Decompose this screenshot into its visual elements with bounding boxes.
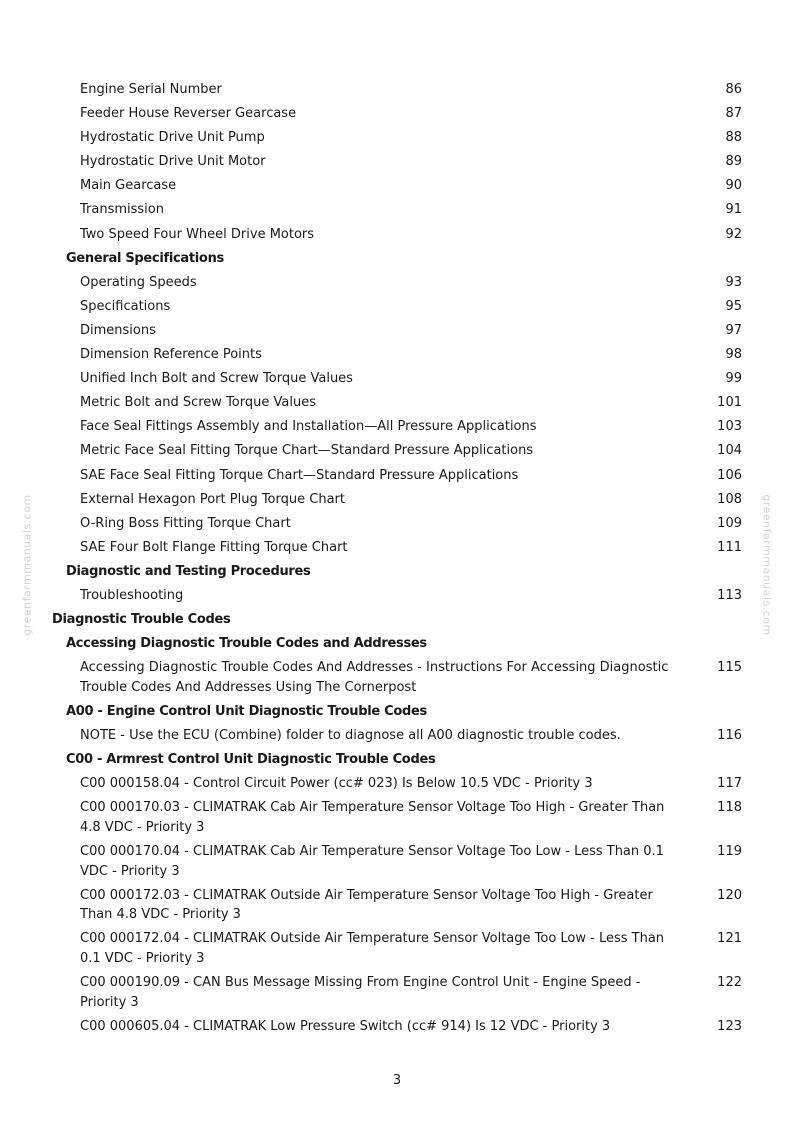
toc-entry-title: Main Gearcase — [80, 178, 177, 194]
toc-heading[interactable] — [0, 247, 794, 271]
toc-entry-title: NOTE - Use the ECU (Combine) folder to diagnose all A00 diagnostic trouble codes. — [80, 728, 621, 744]
toc-entry-title: Face Seal Fittings Assembly and Installation—All Pressure Applications — [80, 419, 537, 435]
toc-entry[interactable] — [0, 78, 794, 102]
toc-entry[interactable] — [0, 126, 794, 150]
toc-entry-title: Feeder House Reverser Gearcase — [80, 106, 297, 122]
toc-entry-page: 108 — [717, 491, 742, 507]
toc-entry-title: O-Ring Boss Fitting Torque Chart — [80, 515, 291, 531]
toc-entry-title: A00 - Engine Control Unit Diagnostic Trouble Codes — [66, 703, 427, 719]
toc-entry[interactable] — [0, 150, 794, 174]
toc-entry-title: Metric Bolt and Screw Torque Values — [80, 395, 316, 411]
toc-heading[interactable] — [0, 608, 794, 632]
toc-entry-title: Accessing Diagnostic Trouble Codes and Addresses — [66, 636, 427, 652]
toc-entry-page: 115 — [717, 660, 742, 676]
toc-entry[interactable] — [0, 488, 794, 512]
toc-entry[interactable] — [0, 271, 794, 295]
toc-entry[interactable] — [0, 102, 794, 126]
toc-entry-title: C00 000605.04 - CLIMATRAK Low Pressure Switch (cc# 914) Is 12 VDC - Priority 3 — [80, 1018, 611, 1034]
toc-heading[interactable] — [0, 560, 794, 584]
toc-entry-page: 119 — [717, 844, 742, 859]
toc-entry-title: Specifications — [80, 298, 171, 314]
toc-entry-title: Troubleshooting — [80, 587, 184, 603]
toc-entry-title: C00 000190.09 - CAN Bus Message Missing From Engine Control Unit - Engine Speed - Priority 3 — [80, 975, 641, 1010]
toc-entry-title: Dimensions — [80, 322, 156, 338]
toc-entry-page: 101 — [717, 395, 742, 411]
watermark-right: greenfarmmanuals.com — [760, 494, 774, 636]
toc-entry-page: 122 — [717, 975, 742, 991]
toc-entry-page: 116 — [717, 728, 742, 744]
toc-entry-page: 109 — [717, 515, 742, 531]
toc-entry[interactable] — [0, 343, 794, 367]
toc-entry[interactable] — [0, 464, 794, 488]
toc-entry[interactable] — [0, 174, 794, 198]
toc-entry-page: 120 — [717, 887, 742, 903]
toc-entry-title: Operating Speeds — [80, 274, 197, 290]
toc-entry[interactable] — [0, 367, 794, 391]
toc-heading[interactable] — [0, 700, 794, 724]
toc-entry-title: C00 000170.04 - CLIMATRAK Cab Air Temperature Sensor Voltage Too Low - Less Than 0.1 VDC - Priority 3 — [80, 844, 664, 879]
toc-entry-page: 103 — [717, 419, 742, 435]
toc-entry-page: 104 — [717, 443, 742, 459]
toc-entry-title: General Specifications — [66, 250, 224, 266]
toc-entry[interactable] — [0, 439, 794, 463]
toc-heading[interactable] — [0, 748, 794, 772]
toc-entry[interactable] — [0, 391, 794, 415]
toc-entry-title: Unified Inch Bolt and Screw Torque Values — [80, 371, 353, 387]
toc-entry-page: 88 — [725, 130, 742, 146]
toc-entry-page: 93 — [725, 274, 742, 290]
toc-entry-title: SAE Four Bolt Flange Fitting Torque Chart — [80, 539, 348, 555]
toc-entry-title: C00 000172.03 - CLIMATRAK Outside Air Temperature Sensor Voltage Too High - Greater Than 4.8 VDC - Priority 3 — [80, 887, 653, 923]
table-of-contents — [0, 78, 794, 1039]
toc-entry[interactable] — [0, 840, 794, 884]
toc-entry-title: SAE Face Seal Fitting Torque Chart—Standard Pressure Applications — [80, 467, 519, 483]
toc-entry-page: 86 — [725, 82, 742, 97]
toc-entry[interactable] — [0, 198, 794, 222]
watermark-left: greenfarmmanuals.com — [20, 494, 34, 636]
toc-entry[interactable] — [0, 1015, 794, 1039]
toc-entry[interactable] — [0, 772, 794, 796]
toc-entry-page: 113 — [717, 587, 742, 603]
toc-entry[interactable] — [0, 724, 794, 748]
toc-entry-title: C00 000158.04 - Control Circuit Power (cc# 023) Is Below 10.5 VDC - Priority 3 — [80, 776, 593, 792]
toc-entry-title: Diagnostic and Testing Procedures — [66, 563, 311, 579]
toc-entry-title: Engine Serial Number — [80, 82, 222, 97]
toc-entry-title: Diagnostic Trouble Codes — [52, 612, 231, 628]
toc-entry-page: 117 — [717, 776, 742, 792]
toc-entry[interactable] — [0, 536, 794, 560]
toc-entry-title: Transmission — [80, 202, 164, 218]
toc-entry-title: C00 000170.03 - CLIMATRAK Cab Air Temperature Sensor Voltage Too High - Greater Than 4.8 VDC - Priority 3 — [80, 800, 665, 835]
toc-entry-page: 91 — [725, 202, 742, 218]
toc-entry[interactable] — [0, 584, 794, 608]
toc-entry-title: Hydrostatic Drive Unit Pump — [80, 130, 265, 146]
toc-entry-title: C00 000172.04 - CLIMATRAK Outside Air Temperature Sensor Voltage Too Low - Less Than 0.1 VDC - Priority 3 — [80, 931, 665, 966]
toc-entry-page: 90 — [725, 178, 742, 194]
toc-entry-title: Metric Face Seal Fitting Torque Chart—Standard Pressure Applications — [80, 443, 534, 459]
toc-entry-page: 98 — [725, 347, 742, 363]
toc-entry-page: 97 — [725, 322, 742, 338]
toc-entry[interactable] — [0, 971, 794, 1015]
toc-entry-page: 87 — [725, 106, 742, 122]
toc-heading[interactable] — [0, 632, 794, 656]
toc-entry-title: Two Speed Four Wheel Drive Motors — [80, 226, 315, 242]
toc-entry[interactable] — [0, 927, 794, 971]
toc-entry[interactable] — [0, 295, 794, 319]
toc-entry[interactable] — [0, 319, 794, 343]
toc-entry[interactable] — [0, 884, 794, 928]
toc-entry-title: Dimension Reference Points — [80, 347, 262, 363]
toc-entry[interactable] — [0, 223, 794, 247]
toc-entry-page: 106 — [717, 467, 742, 483]
page-number: 3 — [392, 1073, 402, 1088]
toc-entry-page: 123 — [717, 1018, 742, 1034]
toc-entry-page: 121 — [717, 931, 742, 947]
toc-entry-title: Hydrostatic Drive Unit Motor — [80, 154, 266, 170]
toc-entry-title: External Hexagon Port Plug Torque Chart — [80, 491, 345, 507]
toc-entry[interactable] — [0, 796, 794, 840]
toc-entry-page: 118 — [717, 800, 742, 816]
toc-entry-title: Accessing Diagnostic Trouble Codes And Addresses - Instructions For Accessing Diagnostic Trouble Codes And Addresses Using The Cornerpost — [80, 660, 669, 695]
toc-entry-page: 99 — [725, 371, 742, 387]
toc-entry[interactable] — [0, 656, 794, 700]
toc-entry[interactable] — [0, 512, 794, 536]
toc-entry-page: 89 — [725, 154, 742, 170]
toc-entry-page: 95 — [725, 298, 742, 314]
toc-entry-page: 111 — [717, 539, 742, 555]
toc-entry-title: C00 - Armrest Control Unit Diagnostic Trouble Codes — [66, 752, 436, 768]
toc-entry-page: 92 — [725, 226, 742, 242]
toc-entry[interactable] — [0, 415, 794, 439]
